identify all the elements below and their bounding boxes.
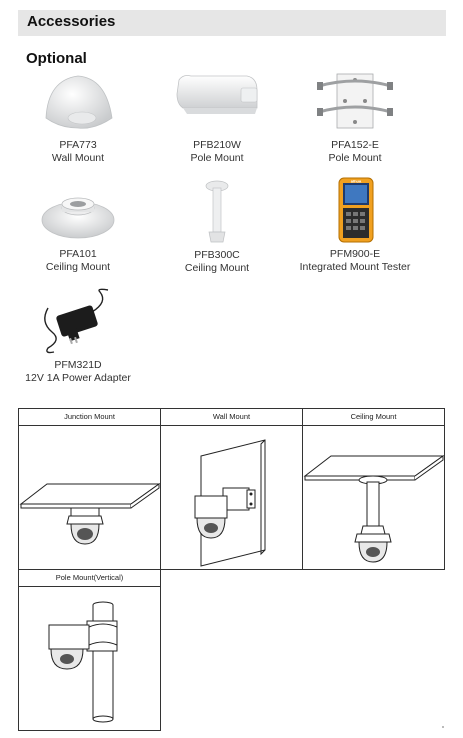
product-code: PFM321D [54, 359, 102, 371]
installation-label: Pole Mount(Vertical) [19, 570, 160, 587]
product-desc: 12V 1A Power Adapter [25, 372, 131, 384]
installation-junction-mount [18, 408, 161, 570]
product-code: PFM900-E [329, 248, 381, 260]
tester-device-icon [315, 176, 395, 246]
page-marker [442, 726, 444, 728]
product-desc: Wall Mount [51, 152, 105, 164]
product-code: PFA152-E [331, 139, 379, 151]
installation-pole-mount [18, 569, 161, 731]
optional-heading: Optional [26, 50, 87, 67]
wall-mount-icon [38, 68, 118, 136]
ceiling-mount-diagram-icon [303, 426, 444, 569]
product-code: PFB300C [194, 249, 240, 261]
installation-label: Junction Mount [19, 409, 160, 426]
pole-mount-diagram-icon [19, 587, 160, 730]
product-code: PFB210W [193, 139, 241, 151]
product-desc: Integrated Mount Tester [299, 261, 411, 273]
product-pfa773 [3, 68, 153, 165]
product-code: PFA101 [59, 248, 97, 260]
section-header-bar [18, 10, 446, 36]
product-desc: Pole Mount [190, 152, 244, 164]
product-desc: Pole Mount [328, 152, 382, 164]
product-desc: Ceiling Mount [184, 262, 250, 274]
installation-label: Ceiling Mount [303, 409, 444, 426]
installation-ceiling-mount [302, 408, 445, 570]
product-pfa101 [3, 182, 153, 274]
installation-wall-mount [160, 408, 303, 570]
wall-mount-diagram-icon [161, 426, 302, 569]
pole-mount-bracket-icon [169, 68, 265, 136]
ceiling-plate-icon [38, 182, 118, 244]
tester-brand-text: alhua [350, 178, 362, 184]
pole-clamp-icon [315, 68, 395, 136]
product-pfb300c [142, 178, 292, 275]
product-pfm900e [280, 176, 430, 274]
ceiling-pendant-icon [177, 178, 257, 246]
product-code: PFA773 [59, 139, 97, 151]
product-pfa152e [280, 68, 430, 165]
installation-label: Wall Mount [161, 409, 302, 426]
product-pfm321d [3, 288, 153, 385]
section-title: Accessories [27, 13, 116, 30]
power-adapter-icon [38, 288, 118, 356]
product-desc: Ceiling Mount [45, 261, 111, 273]
product-pfb210w [142, 68, 292, 165]
junction-mount-diagram-icon [19, 426, 160, 569]
